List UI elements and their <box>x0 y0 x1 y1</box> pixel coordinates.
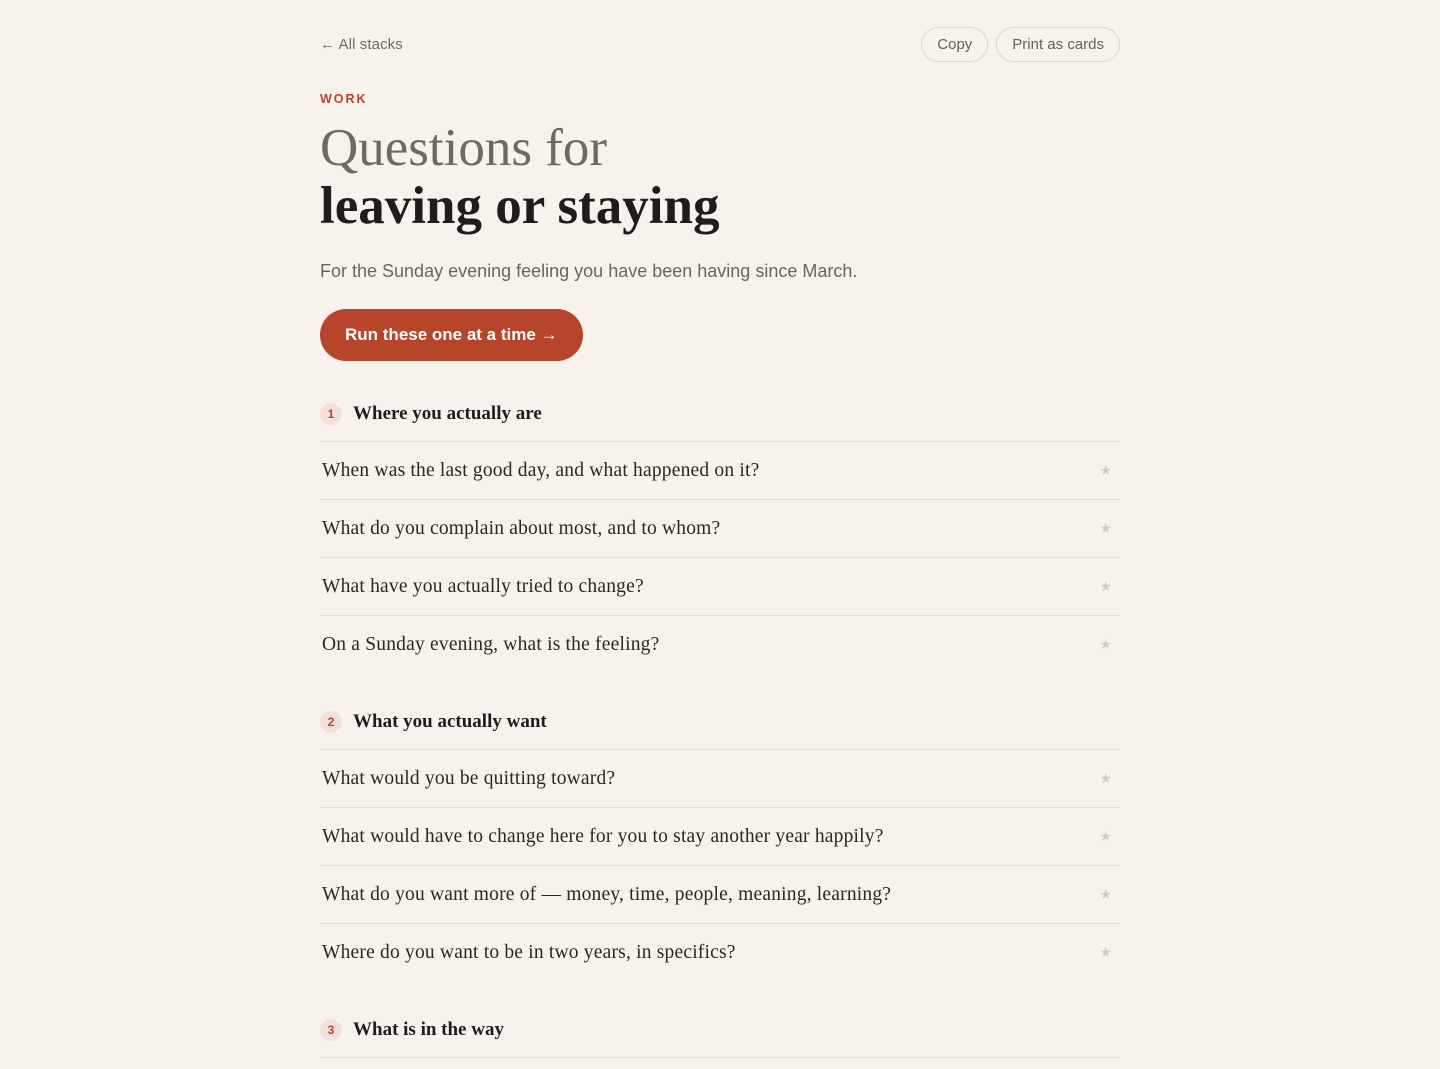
question-text: When was the last good day, and what happened on it? <box>322 459 760 481</box>
top-bar <box>320 0 1120 92</box>
section-title: Where you actually are <box>353 403 542 424</box>
page-subtitle: For the Sunday evening feeling you have been having since March. <box>320 261 858 281</box>
question-row[interactable] <box>320 616 1120 673</box>
back-link[interactable]: ← All stacks <box>320 36 403 53</box>
section-2 <box>320 707 1120 981</box>
section-1 <box>320 399 1120 673</box>
star-icon[interactable]: ★ <box>1099 944 1112 960</box>
star-icon[interactable]: ★ <box>1099 886 1112 902</box>
question-row[interactable] <box>320 808 1120 866</box>
header-actions <box>921 27 1120 62</box>
section-number-badge: 1 <box>320 403 342 425</box>
star-icon[interactable]: ★ <box>1099 578 1112 594</box>
section-header <box>320 1015 1120 1058</box>
star-icon[interactable]: ★ <box>1099 462 1112 478</box>
question-text: What would you be quitting toward? <box>322 767 616 789</box>
section-title: What you actually want <box>353 711 547 732</box>
star-icon[interactable]: ★ <box>1099 770 1112 786</box>
section-header <box>320 399 1120 442</box>
print-as-cards-button[interactable]: Print as cards <box>996 27 1120 62</box>
question-row[interactable] <box>320 442 1120 500</box>
run-one-at-a-time-button[interactable]: Run these one at a time → <box>320 309 583 361</box>
question-text: Where do you want to be in two years, in specifics? <box>322 941 736 963</box>
copy-button[interactable]: Copy <box>921 27 988 62</box>
question-text: What have you actually tried to change? <box>322 575 644 597</box>
star-icon[interactable]: ★ <box>1099 828 1112 844</box>
page-title-line-2: leaving or staying <box>320 177 720 235</box>
section-title: What is in the way <box>353 1019 504 1040</box>
section-number-badge: 3 <box>320 1019 342 1041</box>
section-3 <box>320 1015 1120 1058</box>
question-row[interactable] <box>320 750 1120 808</box>
question-text: What would have to change here for you to stay another year happily? <box>322 825 884 847</box>
category-label: WORK <box>320 92 368 106</box>
section-number-badge: 2 <box>320 711 342 733</box>
star-icon[interactable]: ★ <box>1099 636 1112 652</box>
question-row[interactable] <box>320 558 1120 616</box>
star-icon[interactable]: ★ <box>1099 520 1112 536</box>
question-row[interactable] <box>320 500 1120 558</box>
question-row[interactable] <box>320 924 1120 981</box>
page-title-line-1: Questions for <box>320 119 608 177</box>
question-text: What do you want more of — money, time, people, meaning, learning? <box>322 883 892 905</box>
section-header <box>320 707 1120 750</box>
question-row[interactable] <box>320 866 1120 924</box>
page <box>320 0 1120 1058</box>
question-text: On a Sunday evening, what is the feeling? <box>322 633 660 655</box>
question-text: What do you complain about most, and to whom? <box>322 517 721 539</box>
